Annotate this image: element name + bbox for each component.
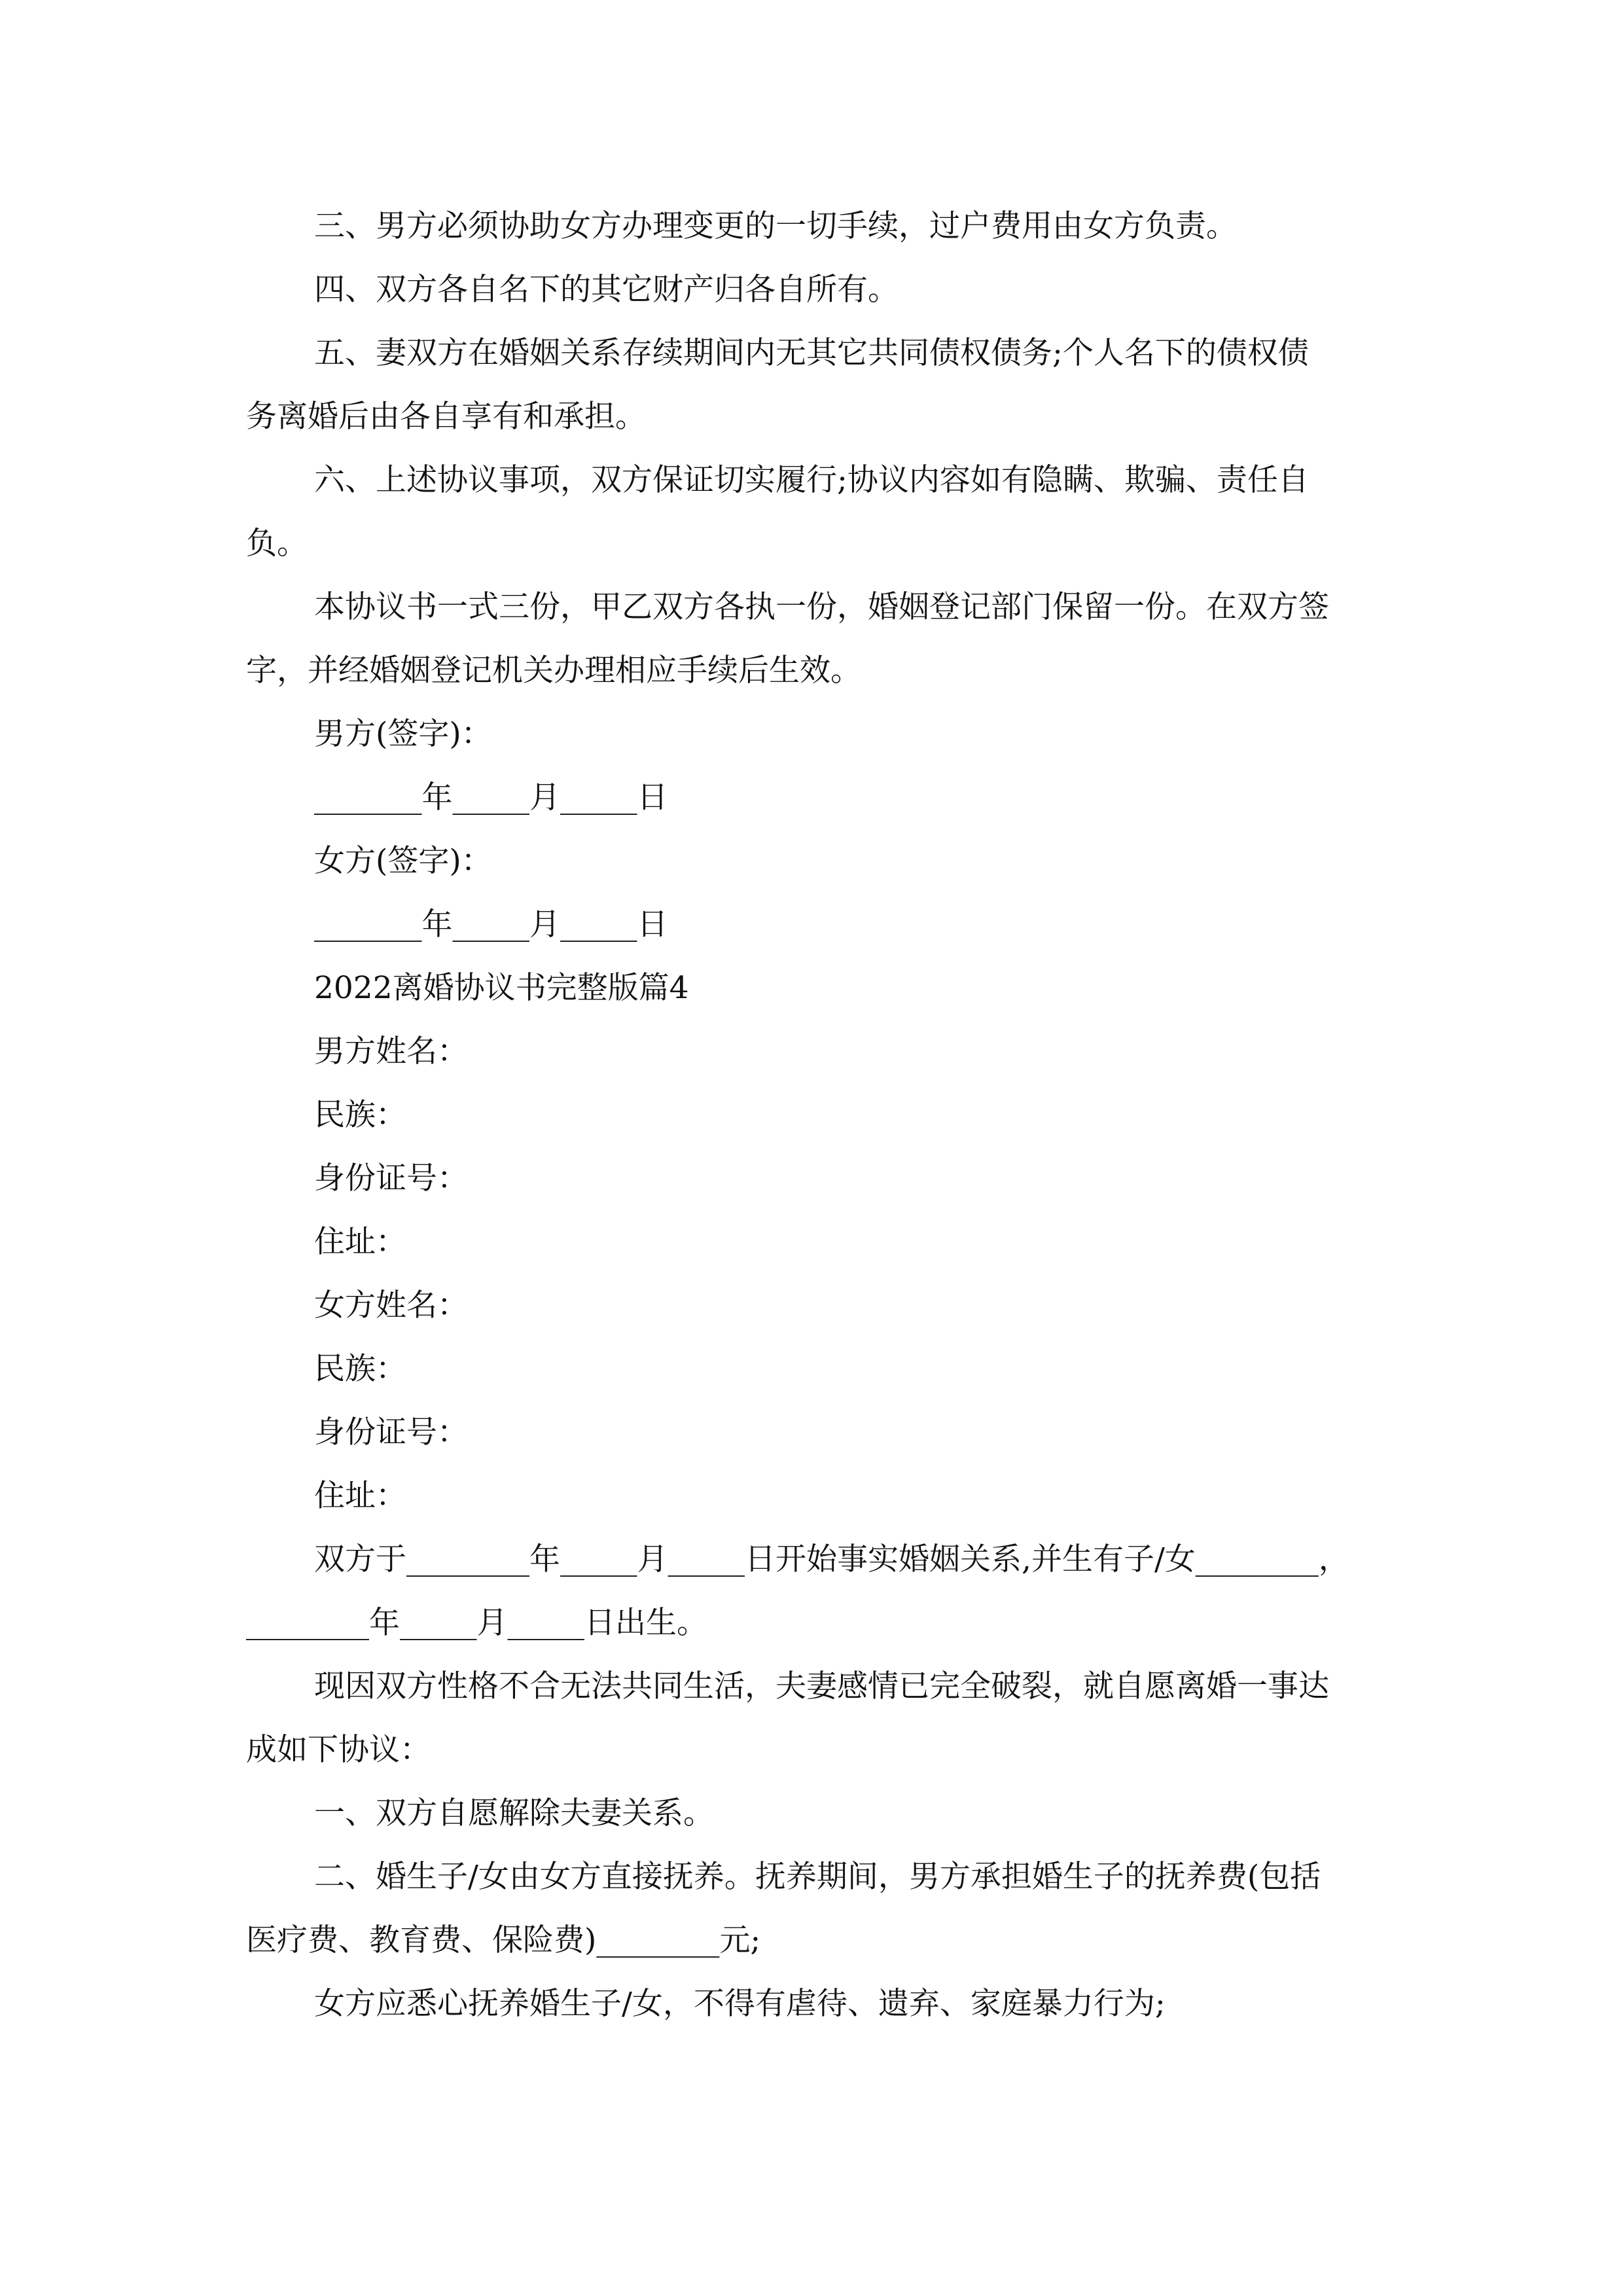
male-signature-date: _______年_____月_____日 <box>314 780 668 816</box>
paragraph-line: 负。 <box>246 526 308 562</box>
male-address-field: 住址： <box>314 1224 406 1260</box>
paragraph-line: 三、男方必须协助女方办理变更的一切手续，过户费用由女方负责。 <box>314 208 1237 244</box>
paragraph-line: 现因双方性格不合无法共同生活，夫妻感情已完全破裂，就自愿离婚一事达 <box>314 1668 1329 1704</box>
section-title: 2022离婚协议书完整版篇4 <box>314 970 689 1006</box>
male-ethnicity-field: 民族： <box>314 1097 406 1133</box>
male-name-field: 男方姓名： <box>314 1033 468 1069</box>
paragraph-line: 女方应悉心抚养婚生子/女，不得有虐待、遗弃、家庭暴力行为; <box>314 1986 1166 2022</box>
female-address-field: 住址： <box>314 1478 406 1514</box>
paragraph-line: 字，并经婚姻登记机关办理相应手续后生效。 <box>246 653 861 689</box>
male-id-field: 身份证号： <box>314 1160 468 1196</box>
paragraph-line: 本协议书一式三份，甲乙双方各执一份，婚姻登记部门保留一份。在双方签 <box>314 589 1329 625</box>
paragraph-line: 五、妻双方在婚姻关系存续期间内无其它共同债权债务;个人名下的债权债 <box>314 335 1309 371</box>
female-name-field: 女方姓名： <box>314 1287 468 1323</box>
female-signature-label: 女方(签字)： <box>314 843 492 879</box>
paragraph-line: 二、婚生子/女由女方直接抚养。抚养期间，男方承担婚生子的抚养费(包括 <box>314 1859 1321 1895</box>
female-signature-date: _______年_____月_____日 <box>314 906 668 942</box>
male-signature-label: 男方(签字)： <box>314 716 492 752</box>
paragraph-line: 医疗费、教育费、保险费)________元; <box>246 1922 761 1958</box>
paragraph-line: 成如下协议： <box>246 1732 431 1768</box>
paragraph-line: ________年_____月_____日出生。 <box>246 1605 707 1641</box>
paragraph-line: 四、双方各自名下的其它财产归各自所有。 <box>314 272 899 308</box>
female-id-field: 身份证号： <box>314 1414 468 1450</box>
paragraph-line: 六、上述协议事项，双方保证切实履行;协议内容如有隐瞒、欺骗、责任自 <box>314 462 1309 498</box>
paragraph-line: 一、双方自愿解除夫妻关系。 <box>314 1795 714 1831</box>
female-ethnicity-field: 民族： <box>314 1351 406 1387</box>
document-body <box>246 194 1378 2036</box>
paragraph-line: 务离婚后由各自享有和承担。 <box>246 399 646 435</box>
paragraph-line: 双方于________年_____月_____日开始事实婚姻关系,并生有子/女________， <box>314 1541 1349 1577</box>
